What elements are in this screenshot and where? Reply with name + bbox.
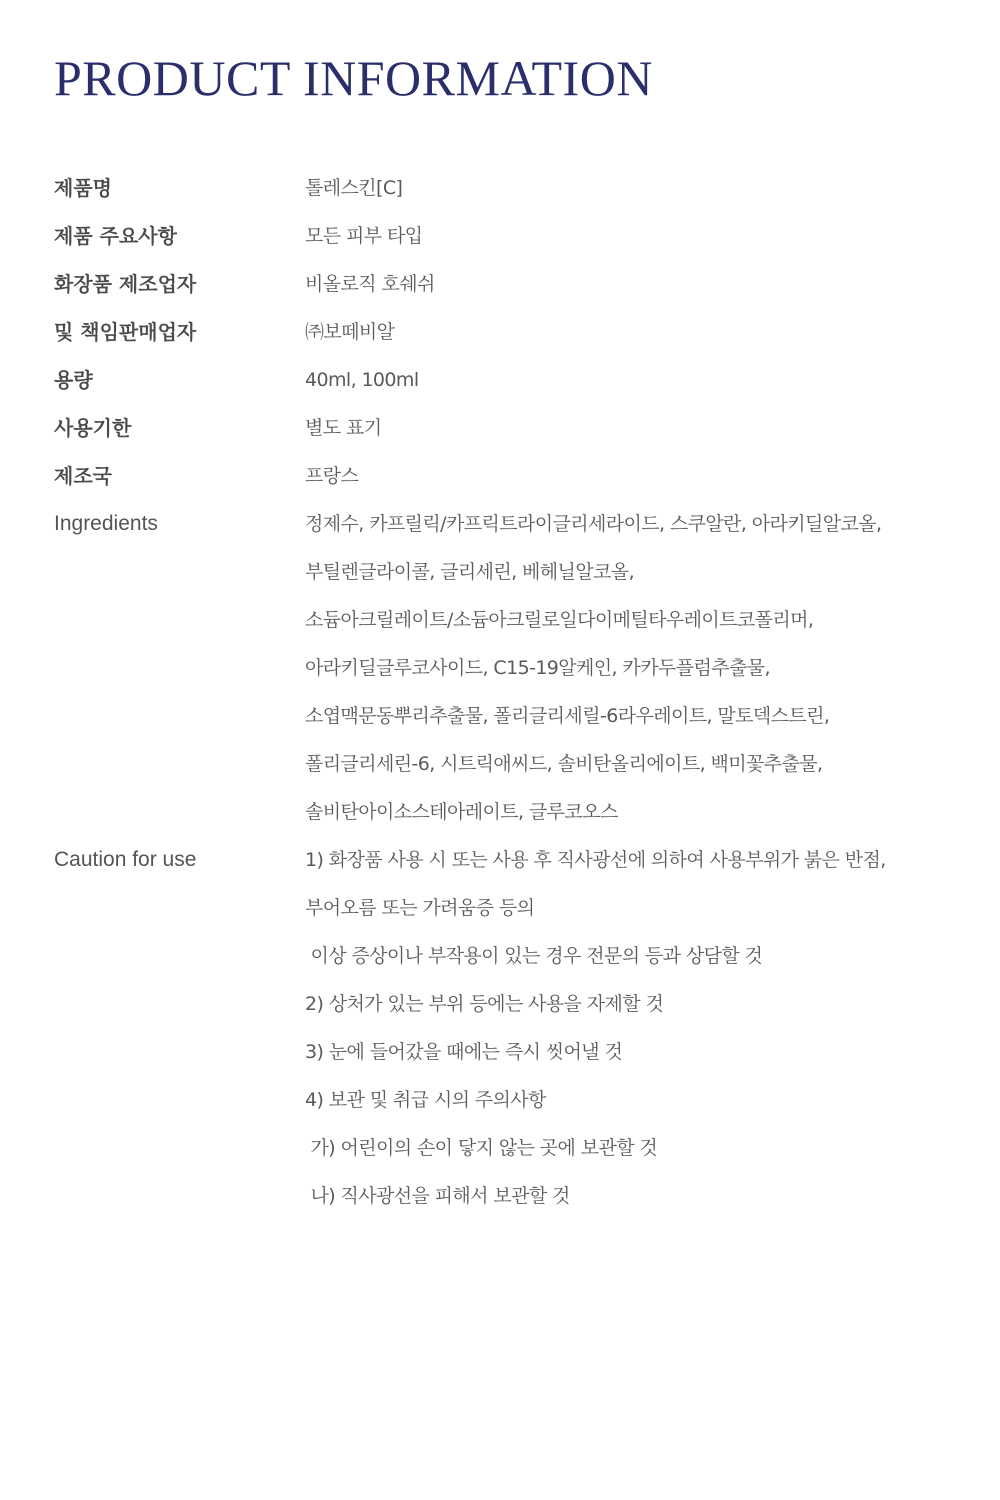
- info-row-expiry: [54, 404, 954, 452]
- value-line: 모든 피부 타입: [305, 225, 423, 247]
- info-row-ingredients: [54, 500, 954, 836]
- row-value: [305, 500, 954, 836]
- info-row-distributor: [54, 308, 954, 356]
- row-label: Caution for use: [54, 848, 197, 871]
- row-value: [305, 308, 954, 356]
- row-value: [305, 260, 954, 308]
- info-row-main-features: [54, 212, 954, 260]
- value-line: 가) 어린이의 손이 닿지 않는 곳에 보관할 것: [305, 1137, 658, 1159]
- row-label: 제품 주요사항: [54, 224, 177, 248]
- value-line: 3) 눈에 들어갔을 때에는 즉시 씻어낼 것: [305, 1041, 623, 1063]
- page-title: PRODUCT INFORMATION: [54, 50, 653, 106]
- value-line: 소엽맥문동뿌리추출물, 폴리글리세릴-6라우레이트, 말토덱스트린,: [305, 705, 830, 727]
- product-info-table: [54, 164, 954, 1220]
- row-label: 사용기한: [54, 416, 132, 440]
- info-row-manufacturer: [54, 260, 954, 308]
- value-line: 1) 화장품 사용 시 또는 사용 후 직사광선에 의하여 사용부위가 붉은 반점,: [305, 849, 886, 871]
- info-row-origin: [54, 452, 954, 500]
- value-line: ㈜보떼비알: [305, 321, 395, 343]
- value-line: 소듐아크릴레이트/소듐아크릴로일다이메틸타우레이트코폴리머,: [305, 609, 814, 631]
- value-line: 아라키딜글루코사이드, C15-19알케인, 카카두플럼추출물,: [305, 657, 770, 679]
- value-line: 프랑스: [305, 465, 359, 487]
- row-label: 제조국: [54, 464, 112, 488]
- value-line: 솔비탄아이소스테아레이트, 글루코오스: [305, 801, 618, 823]
- value-line: 폴리글리세린-6, 시트릭애씨드, 솔비탄올리에이트, 백미꽃추출물,: [305, 753, 823, 775]
- row-label: 용량: [54, 368, 93, 392]
- value-line: 별도 표기: [305, 417, 382, 439]
- row-value: [305, 404, 954, 452]
- row-value: [305, 356, 954, 404]
- row-value: [305, 212, 954, 260]
- row-label: Ingredients: [54, 512, 158, 535]
- value-line: 정제수, 카프릴릭/카프릭트라이글리세라이드, 스쿠알란, 아라키딜알코올,: [305, 513, 882, 535]
- row-value: [305, 452, 954, 500]
- value-line: 4) 보관 및 취급 시의 주의사항: [305, 1089, 546, 1111]
- value-line: 톨레스킨[C]: [305, 177, 403, 199]
- info-row-product-name: [54, 164, 954, 212]
- row-label: 화장품 제조업자: [54, 272, 197, 296]
- row-value: [305, 836, 954, 1220]
- row-value: [305, 164, 954, 212]
- value-line: 비올로직 호쉐쉬: [305, 273, 435, 295]
- info-row-volume: [54, 356, 954, 404]
- value-line: 이상 증상이나 부작용이 있는 경우 전문의 등과 상담할 것: [305, 945, 763, 967]
- row-label: 및 책임판매업자: [54, 320, 197, 344]
- value-line: 40ml, 100ml: [305, 369, 419, 391]
- row-label: 제품명: [54, 176, 112, 200]
- value-line: 나) 직사광선을 피해서 보관할 것: [305, 1185, 570, 1207]
- value-line: 부틸렌글라이콜, 글리세린, 베헤닐알코올,: [305, 561, 635, 583]
- value-line: 2) 상처가 있는 부위 등에는 사용을 자제할 것: [305, 993, 664, 1015]
- info-row-caution: [54, 836, 954, 1220]
- value-line: 부어오름 또는 가려움증 등의: [305, 897, 535, 919]
